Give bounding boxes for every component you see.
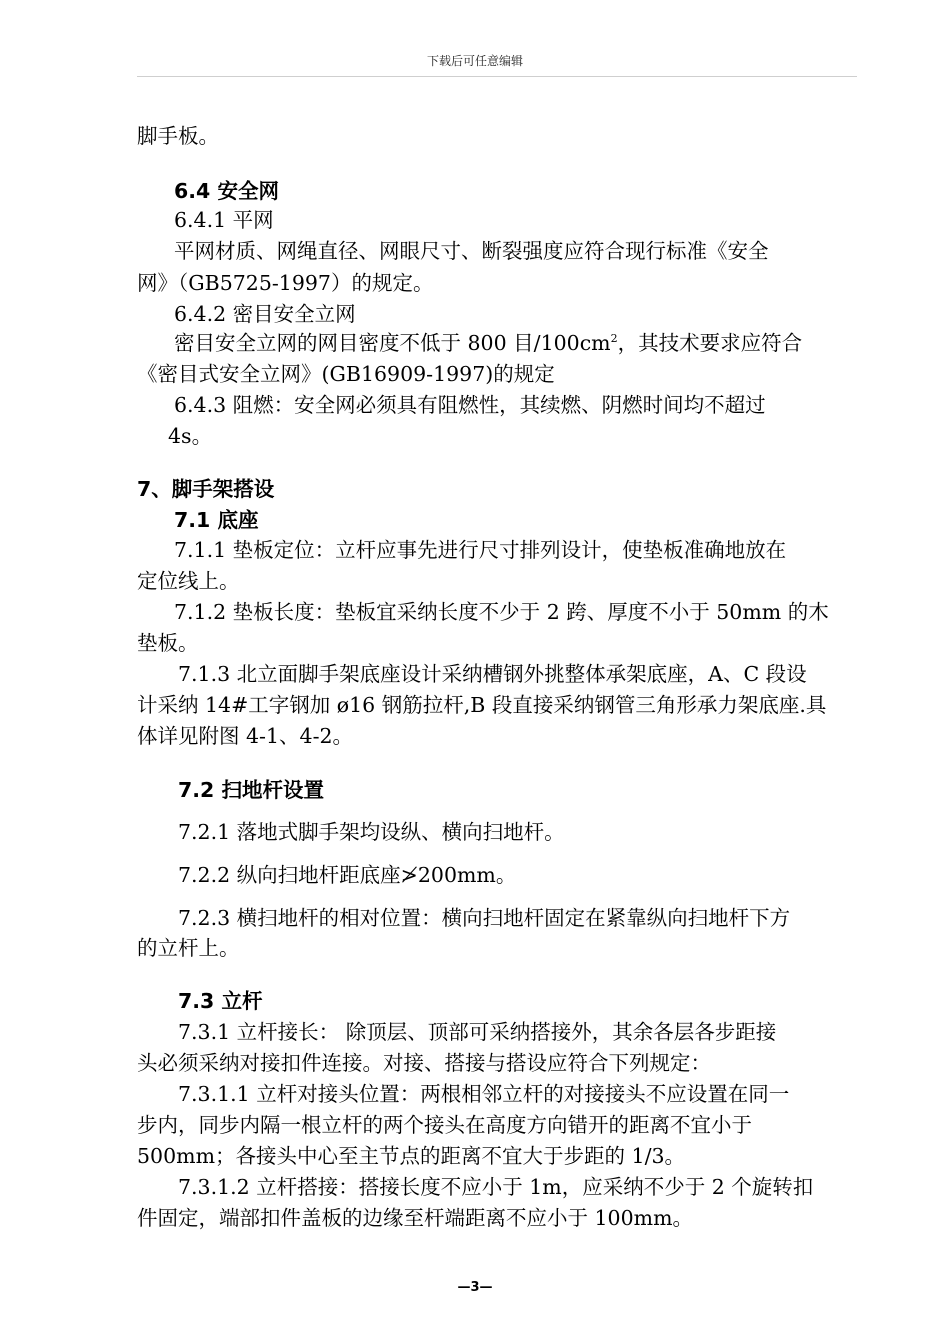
paragraph-line: 7.1.2 垫板长度：垫板宜采纳长度不少于 2 跨、厚度不小于 50mm 的木 bbox=[174, 600, 829, 624]
text-span: ，其技术要求应符合 bbox=[617, 331, 803, 355]
paragraph-line: 6.4.3 阻燃：安全网必须具有阻燃性，其续燃、阴燃时间均不超过 bbox=[174, 393, 766, 417]
subsection-heading: 6.4.1 平网 bbox=[174, 208, 274, 232]
paragraph-line: 步内，同步内隔一根立杆的两个接头在高度方向错开的距离不宜小于 bbox=[137, 1113, 752, 1137]
page-number: —3— bbox=[457, 1280, 493, 1295]
paragraph-line: 7.2.2 纵向扫地杆距底座≯200mm。 bbox=[178, 863, 517, 887]
section-heading-7-3: 7.3 立杆 bbox=[178, 989, 263, 1013]
superscript: 2 bbox=[610, 332, 618, 345]
paragraph-line: 7.3.1.1 立杆对接头位置：两根相邻立杆的对接接头不应设置在同一 bbox=[178, 1082, 790, 1106]
paragraph-line: 7.2.3 横扫地杆的相对位置：横向扫地杆固定在紧靠纵向扫地杆下方 bbox=[178, 906, 791, 930]
header-divider bbox=[137, 76, 857, 77]
paragraph-line: 平网材质、网绳直径、网眼尺寸、断裂强度应符合现行标准《安全 bbox=[174, 239, 769, 263]
paragraph-line: 头必须采纳对接扣件连接。对接、搭接与搭设应符合下列规定： bbox=[137, 1051, 711, 1075]
paragraph-line: 定位线上。 bbox=[137, 569, 240, 593]
page-header: 下载后可任意编辑 bbox=[426, 54, 523, 68]
paragraph-line: 脚手板。 bbox=[137, 124, 219, 148]
paragraph-line: 《密目式安全立网》(GB16909-1997)的规定 bbox=[137, 362, 555, 386]
paragraph-line bbox=[174, 328, 896, 358]
text-span: 密目安全立网的网目密度不低于 800 目/100cm bbox=[174, 331, 611, 355]
paragraph-line: 4s。 bbox=[168, 424, 213, 448]
paragraph-line: 7.3.1.2 立杆搭接：搭接长度不应小于 1m，应采纳不少于 2 个旋转扣 bbox=[178, 1175, 814, 1199]
paragraph-line: 7.1.3 北立面脚手架底座设计采纳槽钢外挑整体承架底座，A、C 段设 bbox=[178, 662, 807, 686]
paragraph-line: 网》（GB5725-1997）的规定。 bbox=[137, 271, 434, 295]
paragraph-line: 7.3.1 立杆接长： 除顶层、顶部可采纳搭接外，其余各层各步距接 bbox=[178, 1020, 777, 1044]
section-heading-6-4: 6.4 安全网 bbox=[174, 179, 279, 203]
chapter-heading-7: 7、脚手架搭设 bbox=[137, 477, 275, 501]
paragraph-line: 垫板。 bbox=[137, 631, 199, 655]
paragraph-line: 7.1.1 垫板定位：立杆应事先进行尺寸排列设计，使垫板准确地放在 bbox=[174, 538, 787, 562]
paragraph-line: 计采纳 14#工字钢加 ø16 钢筋拉杆,B 段直接采纳钢管三角形承力架底座.具 bbox=[137, 693, 827, 717]
subsection-heading: 6.4.2 密目安全立网 bbox=[174, 302, 356, 326]
paragraph-line: 件固定，端部扣件盖板的边缘至杆端距离不应小于 100mm。 bbox=[137, 1206, 694, 1230]
section-heading-7-2: 7.2 扫地杆设置 bbox=[178, 778, 324, 802]
paragraph-line: 体详见附图 4-1、4-2。 bbox=[137, 724, 354, 748]
section-heading-7-1: 7.1 底座 bbox=[174, 508, 259, 532]
paragraph-line: 的立杆上。 bbox=[137, 936, 240, 960]
paragraph-line: 7.2.1 落地式脚手架均设纵、横向扫地杆。 bbox=[178, 820, 565, 844]
paragraph-line: 500mm；各接头中心至主节点的距离不宜大于步距的 1/3。 bbox=[137, 1144, 686, 1168]
